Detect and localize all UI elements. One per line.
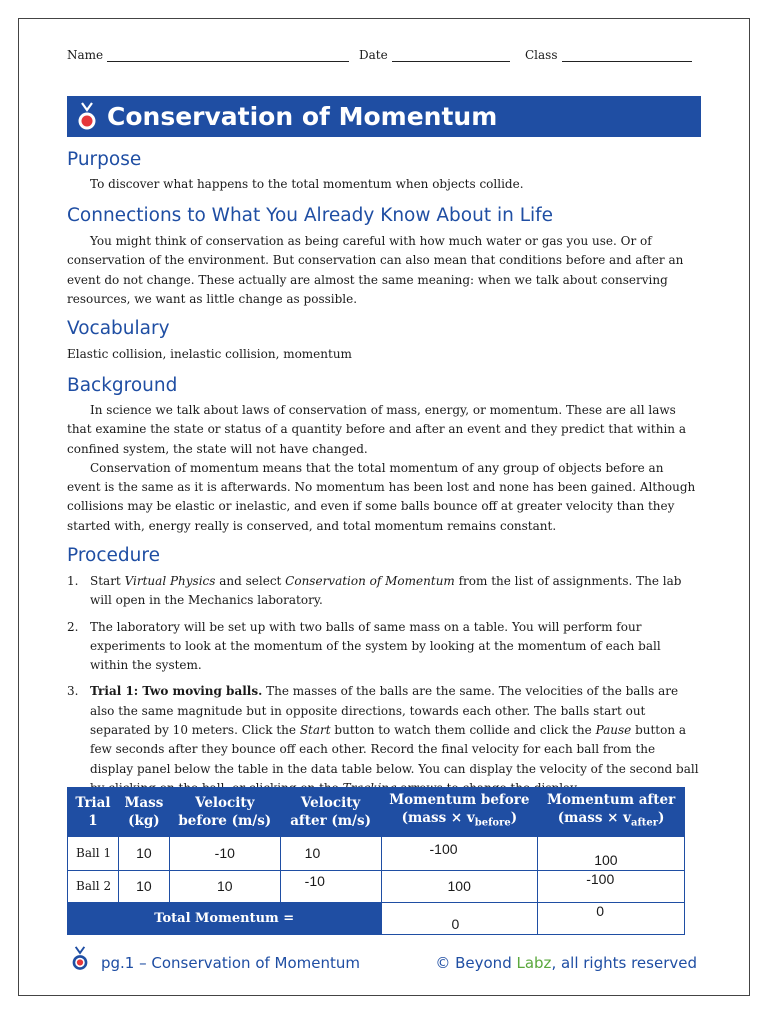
total-momentum-before-cell[interactable]: 0 bbox=[381, 902, 538, 934]
name-label: Name bbox=[67, 48, 104, 62]
procedure-step-3: 3. Trial 1: Two moving balls. The masses of the balls are the same. The velocities of the balls are also the same magnitude but in opposite directions, towards each other. The balls start out separated by 10 meters. Click the Start button to watch them collide and click the Pause button a few seconds after they bounce off each other. Record the final velocity for each ball from the display panel below the table in the data table below. You can display the velocity of the second ball bbox=[67, 682, 699, 798]
background-text bbox=[67, 401, 699, 536]
title-banner bbox=[67, 96, 701, 137]
velocity-before-cell[interactable]: -10 bbox=[169, 836, 280, 870]
vocabulary-heading: Vocabulary bbox=[67, 318, 170, 339]
student-info-row bbox=[67, 48, 697, 66]
brand-labz: Labz bbox=[516, 954, 552, 972]
footer-copyright: © Beyond Labz, all rights reserved bbox=[435, 954, 697, 972]
procedure-list bbox=[67, 572, 699, 805]
momentum-after-cell[interactable]: 100 bbox=[538, 836, 685, 870]
vocabulary-text bbox=[67, 345, 699, 364]
velocity-before-cell[interactable]: 10 bbox=[169, 870, 280, 902]
mass-cell[interactable]: 10 bbox=[118, 836, 169, 870]
header-momentum-after: Momentum after (mass × $v_{after}$) bbox=[538, 788, 685, 837]
name-field[interactable] bbox=[67, 48, 349, 62]
pause-term: Pause bbox=[595, 723, 632, 738]
purpose-paragraph: To discover what happens to the total momentum when objects collide. bbox=[90, 177, 524, 191]
momentum-before-cell[interactable]: -100 bbox=[381, 836, 538, 870]
background-heading: Background bbox=[67, 375, 178, 396]
vocabulary-list: Elastic collision, inelastic collision, momentum bbox=[67, 347, 352, 361]
class-field[interactable] bbox=[525, 48, 692, 62]
purpose-text bbox=[67, 175, 699, 194]
velocity-after-cell[interactable]: -10 bbox=[280, 870, 381, 902]
momentum-before-cell[interactable]: 100 bbox=[381, 870, 538, 902]
data-table bbox=[67, 787, 685, 935]
page-footer bbox=[67, 946, 697, 976]
row-label: Ball 2 bbox=[68, 870, 119, 902]
background-paragraph-1: In science we talk about laws of conservation of mass, energy, or momentum. These are all laws that examine the state or status of a quantity before and after an event and they predict that within a confined system, the state will not have changed. bbox=[67, 403, 686, 456]
header-velocity-after: Velocity after (m/s) bbox=[280, 788, 381, 837]
trial-1-label: Trial 1: Two moving balls. bbox=[90, 684, 263, 699]
table-row bbox=[68, 836, 685, 870]
start-term: Start bbox=[299, 723, 331, 738]
purpose-heading: Purpose bbox=[67, 149, 142, 170]
header-momentum-before: Momentum before (mass × $v_{before}$) bbox=[381, 788, 538, 837]
step-number: 3. bbox=[67, 684, 79, 699]
mass-cell[interactable]: 10 bbox=[118, 870, 169, 902]
table-row bbox=[68, 870, 685, 902]
total-momentum-label: Total Momentum = bbox=[68, 902, 382, 934]
connections-text bbox=[67, 232, 699, 309]
footer-medal-icon bbox=[71, 946, 89, 972]
assignment-name: Conservation of Momentum bbox=[285, 574, 455, 588]
background-paragraph-2: Conservation of momentum means that the total momentum of any group of objects before an event is the same as it is afterwards. No momentum has been lost and none has been gained. Although collisions may be elastic or inelastic, and even if some balls bounce off at greater velocity than they started with, energy really is conserved, and total momentum remains constant. bbox=[67, 460, 696, 533]
name-line[interactable] bbox=[107, 49, 349, 62]
table-header-row bbox=[68, 788, 685, 837]
class-label: Class bbox=[525, 48, 558, 62]
medal-icon bbox=[77, 102, 97, 132]
header-velocity-before: Velocity before (m/s) bbox=[169, 788, 280, 837]
step-number: 1. bbox=[67, 574, 79, 588]
velocity-after-cell[interactable]: 10 bbox=[280, 836, 381, 870]
total-row bbox=[68, 902, 685, 934]
header-trial: Trial 1 bbox=[68, 788, 119, 837]
header-mass: Mass (kg) bbox=[118, 788, 169, 837]
date-field[interactable] bbox=[359, 48, 510, 62]
virtual-physics-term: Virtual Physics bbox=[124, 574, 216, 588]
procedure-step-2: 2. The laboratory will be set up with two balls of same mass on a table. You will perform four experiments to look at the momentum of the system by looking at the momentum of each ball within the system. bbox=[67, 619, 661, 673]
class-line[interactable] bbox=[562, 49, 692, 62]
procedure-step-1: 1. Start Virtual Physics and select Conservation of Momentum from the list of assignments. The lab will open in the Mechanics laboratory. bbox=[67, 574, 682, 608]
momentum-after-cell[interactable]: -100 bbox=[538, 870, 685, 902]
total-momentum-after-cell[interactable]: 0 bbox=[538, 902, 685, 934]
connections-heading: Connections to What You Already Know About in Life bbox=[67, 205, 554, 226]
step-number: 2. bbox=[67, 619, 79, 634]
date-label: Date bbox=[359, 48, 388, 62]
row-label: Ball 1 bbox=[68, 836, 119, 870]
date-line[interactable] bbox=[392, 49, 510, 62]
page-title: Conservation of Momentum bbox=[107, 102, 498, 131]
procedure-heading: Procedure bbox=[67, 545, 160, 566]
footer-page-label: pg.1 – Conservation of Momentum bbox=[101, 954, 361, 972]
connections-paragraph: You might think of conservation as being careful with how much water or gas you use. Or of conservation of the environment. But conservation can also mean that conditions before and after an event do not change. These actually are almost the same meaning: when we talk about conserving resources, we want as little change as possible. bbox=[67, 234, 684, 306]
